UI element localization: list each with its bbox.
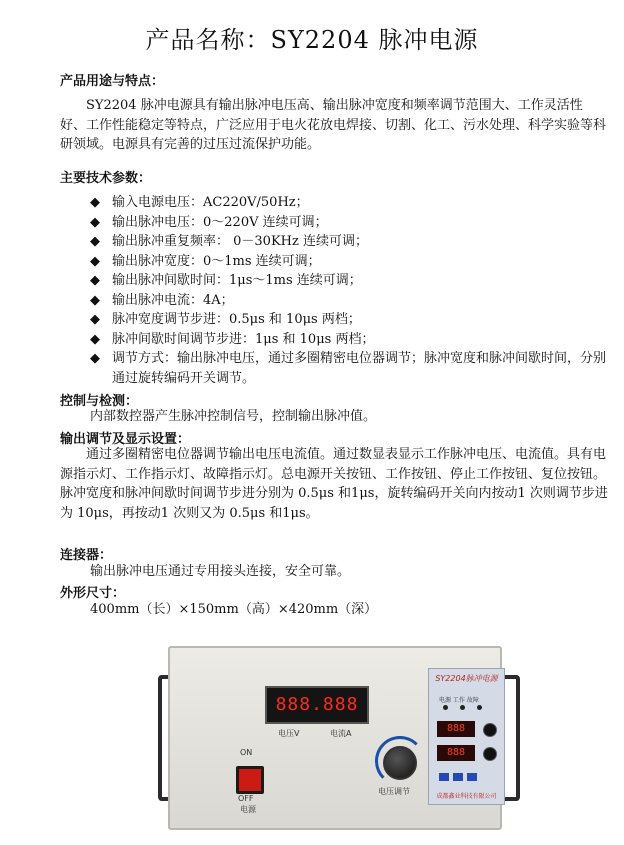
param-text: 输出脉冲间歇时间：1μs～1ms 连续可调； <box>112 273 362 288</box>
param-text: 输出脉冲重复频率： 0－30KHz 连续可调； <box>112 234 368 249</box>
voltage-knob <box>383 746 417 780</box>
panel-footer: 成都鑫业科技有限公司 <box>436 793 497 800</box>
params-heading: 主要技术参数： <box>60 171 152 186</box>
voltage-label: 电压V <box>278 729 300 738</box>
on-label: ON <box>240 748 253 757</box>
power-label: 电源 <box>240 805 256 814</box>
work-led-icon <box>460 705 465 710</box>
pulse-interval-encoder <box>483 747 497 761</box>
pulse-width-display: 888 <box>437 721 475 737</box>
param-text: 输入电源电压：AC220V/50Hz； <box>112 195 309 210</box>
diamond-bullet-icon: ◆ <box>90 234 100 249</box>
panel-button-3 <box>467 773 477 781</box>
product-photo <box>158 640 530 835</box>
pulse-interval-display: 888 <box>437 745 475 761</box>
page-title: 产品名称：SY2204 脉冲电源 <box>145 26 479 54</box>
output-paragraph: 通过多圈精密电位器调节输出电压电流值。通过数显表显示工作脉冲电压、电流值。具有电源指示灯、工作指示灯、故障指示灯。总电源开关按钮、工作按钮、停止工作按钮、复位按钮。脉冲宽度和脉冲间歇时间调节步进分别为 0.5μs 和1μs，旋转编码开关向内按动1 次则调节步进为 10μs，再按动1 次则又为 0.5μs 和1μs。 <box>60 447 608 521</box>
output-heading: 输出调节及显示设置： <box>60 432 191 447</box>
control-text: 内部数控器产生脉冲控制信号，控制输出脉冲值。 <box>90 409 377 424</box>
params-list <box>90 193 608 388</box>
control-panel <box>428 668 505 805</box>
panel-button-2 <box>453 773 463 781</box>
off-label: OFF <box>238 794 254 803</box>
param-text: 脉冲宽度调节步进：0.5μs 和 10μs 两档； <box>112 312 361 327</box>
param-item <box>90 349 608 388</box>
param-text: 输出脉冲电流：4A； <box>112 292 234 308</box>
param-item <box>90 193 608 213</box>
diamond-bullet-icon: ◆ <box>90 253 100 269</box>
features-heading: 产品用途与特点： <box>60 74 165 89</box>
diamond-bullet-icon: ◆ <box>90 312 100 327</box>
param-item <box>90 330 608 350</box>
power-switch <box>236 766 264 794</box>
voltage-current-display: 888.888 <box>265 686 369 724</box>
panel-button-1 <box>439 773 449 781</box>
param-item <box>90 291 608 311</box>
size-text: 400mm（长）×150mm（高）×420mm（深） <box>90 602 378 617</box>
param-item <box>90 252 608 272</box>
panel-title: SY2204脉冲电源 <box>435 674 498 683</box>
features-paragraph: SY2204 脉冲电源具有输出脉冲电压高、输出脉冲宽度和频率调节范围大、工作灵活性好、工作性能稳定等特点，广泛应用于电火花放电焊接、切割、化工、污水处理、科学实验等科研领域。电源具有完善的过压过流保护功能。 <box>60 98 607 152</box>
panel-led-labels: 电源 工作 故障 <box>439 697 479 704</box>
current-label: 电流A <box>330 729 352 738</box>
param-item <box>90 232 608 252</box>
control-heading: 控制与检测： <box>60 394 139 409</box>
param-text: 脉冲间歇时间调节步进：1μs 和 10μs 两档； <box>112 331 375 347</box>
diamond-bullet-icon: ◆ <box>90 214 100 230</box>
diamond-bullet-icon: ◆ <box>90 331 100 347</box>
fault-led-icon <box>477 705 482 710</box>
size-heading: 外形尺寸： <box>60 586 126 601</box>
diamond-bullet-icon: ◆ <box>90 195 100 210</box>
param-text: 调节方式：输出脉冲电压，通过多圈精密电位器调节；脉冲宽度和脉冲间歇时间，分别通过旋转编码开关调节。 <box>112 351 607 386</box>
param-item <box>90 310 608 330</box>
diamond-bullet-icon: ◆ <box>90 273 100 288</box>
connector-text: 输出脉冲电压通过专用接头连接，安全可靠。 <box>90 564 351 579</box>
connector-heading: 连接器： <box>60 548 113 563</box>
knob-label: 电压调节 <box>378 787 410 796</box>
device-front-panel <box>168 646 502 830</box>
pulse-width-encoder <box>483 723 497 737</box>
param-text: 输出脉冲宽度：0～1ms 连续可调； <box>112 253 321 269</box>
diamond-bullet-icon: ◆ <box>90 292 100 308</box>
diamond-bullet-icon: ◆ <box>90 351 100 366</box>
param-text: 输出脉冲电压：0～220V 连续可调； <box>112 214 328 230</box>
param-item <box>90 271 608 291</box>
power-led-icon <box>443 705 448 710</box>
param-item <box>90 213 608 233</box>
